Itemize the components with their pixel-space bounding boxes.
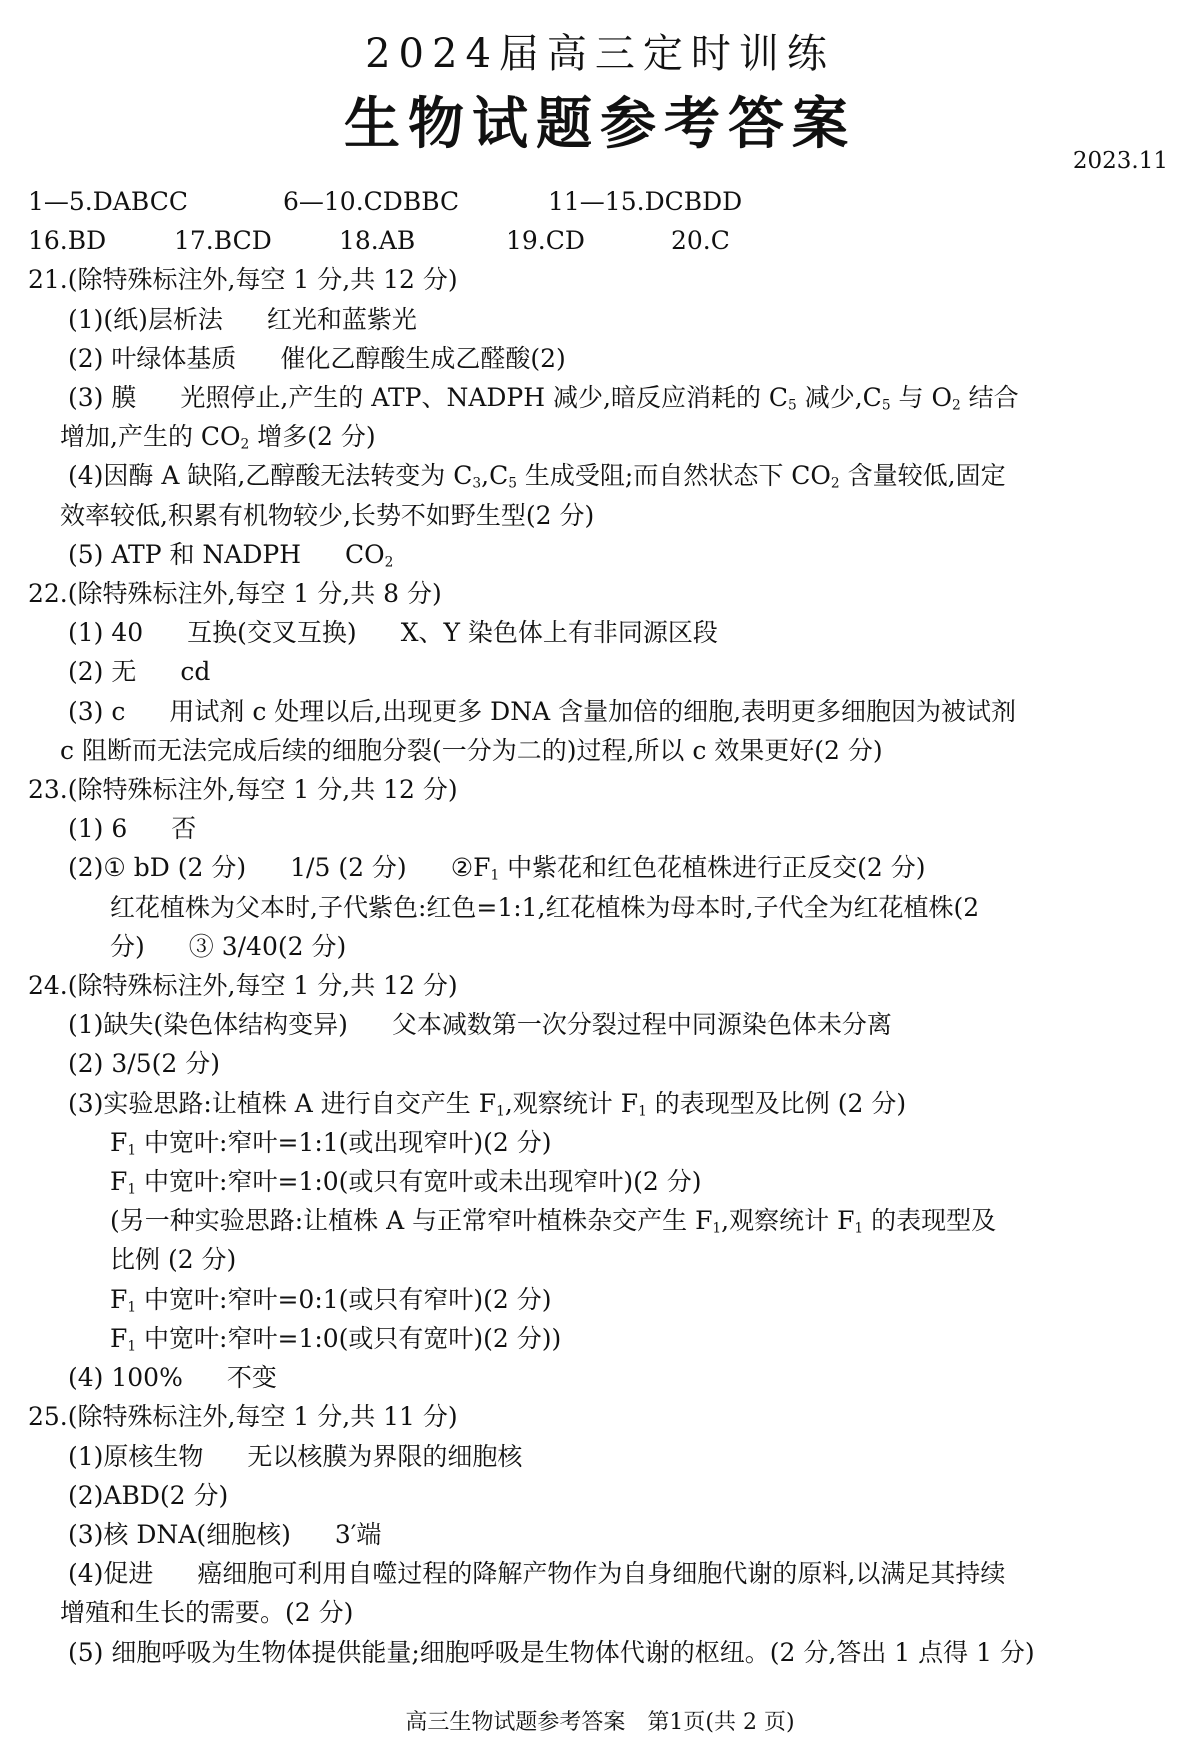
choice-answer: 18.AB bbox=[339, 226, 416, 256]
q24-part-4 bbox=[28, 1358, 1178, 1397]
answer-text: ,观察统计 F bbox=[721, 1206, 855, 1236]
q22-part-3 bbox=[28, 692, 1178, 731]
subscript: 3 bbox=[472, 475, 482, 492]
answer-text: 的表现型及 bbox=[863, 1206, 997, 1236]
answer-text: 光照停止,产生的 ATP、NADPH 减少,暗反应消耗的 C bbox=[180, 383, 789, 413]
answer-text: cd bbox=[180, 657, 211, 687]
answer-text: 效率较低,积累有机物较少,长势不如野生型(2 分) bbox=[60, 500, 595, 530]
page-title: 生物试题参考答案 bbox=[344, 92, 856, 157]
answer-text: (4) 100% bbox=[68, 1363, 183, 1393]
answer-text: (3) c bbox=[68, 696, 126, 726]
q25-title: 25.(除特殊标注外,每空 1 分,共 11 分) bbox=[28, 1402, 458, 1432]
answer-text: 减少,C bbox=[796, 383, 882, 413]
answer-text: 用试剂 c 处理以后,出现更多 DNA 含量加倍的细胞,表明更多细胞因为被试剂 bbox=[169, 696, 1017, 726]
answer-text: (4)促进 bbox=[68, 1559, 154, 1589]
q25-part-4-cont bbox=[28, 1593, 1178, 1632]
answer-text: (2) 无 bbox=[68, 657, 137, 687]
answer-text: 3′端 bbox=[334, 1519, 382, 1549]
answer-text: 父本减数第一次分裂过程中同源染色体未分离 bbox=[391, 1010, 892, 1040]
q24-part-3-result-3 bbox=[28, 1280, 1178, 1319]
choice-answer: 17.BCD bbox=[174, 226, 272, 256]
answer-text: 结合 bbox=[960, 383, 1019, 413]
q21-part-4 bbox=[28, 456, 1178, 495]
answer-text: 分) bbox=[110, 931, 145, 961]
q22-part-1 bbox=[28, 613, 1178, 652]
q21-title: 21.(除特殊标注外,每空 1 分,共 12 分) bbox=[28, 265, 458, 295]
subscript: 5 bbox=[508, 475, 517, 492]
answer-text: F bbox=[110, 1284, 128, 1314]
answer-text: 催化乙醇酸生成乙醛酸(2) bbox=[280, 343, 566, 373]
answer-text: 互换(交叉互换) bbox=[187, 618, 357, 648]
answer-text: 中紫花和红色花植株进行正反交(2 分) bbox=[499, 853, 926, 883]
q24-part-3-result-4 bbox=[28, 1319, 1178, 1358]
q24-part-3-alt-cont bbox=[28, 1240, 1178, 1279]
answer-text: 增多(2 分) bbox=[249, 422, 376, 452]
choice-answer: 20.C bbox=[671, 226, 730, 256]
q22-title: 22.(除特殊标注外,每空 1 分,共 8 分) bbox=[28, 579, 442, 609]
subscript: 1 bbox=[490, 867, 500, 884]
subscript: 5 bbox=[881, 397, 891, 414]
answer-content bbox=[28, 182, 1178, 1672]
answer-text: 无以核膜为界限的细胞核 bbox=[247, 1441, 523, 1471]
answer-text: (2) 叶绿体基质 bbox=[68, 343, 237, 373]
q23-part-1 bbox=[28, 809, 1178, 848]
exam-subtitle: 2024届高三定时训练 bbox=[365, 31, 835, 77]
subscript: 1 bbox=[127, 1181, 137, 1198]
q23-part-2 bbox=[28, 848, 1178, 887]
q25-part-2: (2)ABD(2 分) bbox=[68, 1480, 229, 1510]
choice-answer: 16.BD bbox=[28, 226, 107, 256]
answer-text: (2)① bD (2 分) bbox=[68, 853, 247, 883]
subscript: 2 bbox=[830, 475, 840, 492]
answer-text: (1)原核生物 bbox=[68, 1441, 204, 1471]
subscript: 1 bbox=[712, 1220, 722, 1237]
q24-title: 24.(除特殊标注外,每空 1 分,共 12 分) bbox=[28, 971, 458, 1001]
subscript: 2 bbox=[240, 436, 250, 453]
subscript: 1 bbox=[127, 1142, 137, 1159]
answer-text: 中宽叶:窄叶=1:0(或只有宽叶或未出现窄叶)(2 分) bbox=[136, 1167, 702, 1197]
answer-text: (1)缺失(染色体结构变异) bbox=[68, 1010, 348, 1040]
answer-text: (4)因酶 A 缺陷,乙醇酸无法转变为 C bbox=[68, 461, 473, 491]
q21-part-1 bbox=[28, 300, 1178, 339]
choice-answer: 6—10.CDBBC bbox=[283, 187, 460, 216]
answer-text: 1/5 (2 分) bbox=[290, 853, 407, 883]
answer-text: (5) ATP 和 NADPH bbox=[68, 539, 302, 569]
subscript: 2 bbox=[951, 397, 961, 414]
subscript: 1 bbox=[638, 1103, 647, 1120]
page-footer: 高三生物试题参考答案 第1页(共 2 页) bbox=[405, 1710, 795, 1735]
answer-text: F bbox=[110, 1127, 128, 1157]
subscript: 1 bbox=[127, 1299, 137, 1316]
answer-text: 增加,产生的 CO bbox=[60, 422, 241, 452]
answer-text: (1) 40 bbox=[68, 618, 144, 648]
answer-text: 的表现型及比例 (2 分) bbox=[646, 1088, 907, 1118]
answer-text: 癌细胞可利用自噬过程的降解产物作为自身细胞代谢的原料,以满足其持续 bbox=[197, 1559, 1006, 1589]
q23-part-2-line-3 bbox=[28, 927, 1178, 966]
q21-part-3 bbox=[28, 378, 1178, 417]
exam-date: 2023.11 bbox=[1072, 148, 1168, 174]
choice-answer: 1—5.DABCC bbox=[28, 187, 188, 216]
answer-text: (3)核 DNA(细胞核) bbox=[68, 1519, 291, 1549]
q24-part-3 bbox=[28, 1084, 1178, 1123]
answer-text: 比例 (2 分) bbox=[110, 1245, 237, 1275]
q22-part-3-cont bbox=[28, 731, 1178, 770]
answer-text: (1)(纸)层析法 bbox=[68, 304, 223, 334]
answer-text: 否 bbox=[171, 814, 197, 844]
q23-title: 23.(除特殊标注外,每空 1 分,共 12 分) bbox=[28, 775, 458, 805]
q21-part-3-cont bbox=[28, 417, 1178, 456]
answer-text: (3) 膜 bbox=[68, 383, 137, 413]
q24-part-3-alt bbox=[28, 1201, 1178, 1240]
answer-text: 不变 bbox=[226, 1363, 277, 1393]
answer-text: ,C bbox=[481, 461, 509, 491]
choice-answers-row-2 bbox=[28, 221, 1178, 260]
answer-text: 中宽叶:窄叶=0:1(或只有窄叶)(2 分) bbox=[136, 1284, 552, 1314]
subscript: 2 bbox=[384, 554, 394, 571]
answer-text: F bbox=[110, 1167, 128, 1197]
q25-part-1 bbox=[28, 1437, 1178, 1476]
answer-text: 增殖和生长的需要。(2 分) bbox=[60, 1598, 354, 1628]
answer-text: (1) 6 bbox=[68, 814, 128, 844]
answer-text: F bbox=[110, 1323, 128, 1353]
q24-part-3-result-1 bbox=[28, 1123, 1178, 1162]
answer-text: 中宽叶:窄叶=1:0(或只有宽叶)(2 分)) bbox=[136, 1323, 562, 1353]
subscript: 5 bbox=[788, 397, 797, 414]
q25-part-4 bbox=[28, 1554, 1178, 1593]
q24-part-1 bbox=[28, 1005, 1178, 1044]
answer-text: CO bbox=[345, 539, 385, 569]
answer-text: 红光和蓝紫光 bbox=[266, 304, 417, 334]
answer-text: (3)实验思路:让植株 A 进行自交产生 F bbox=[68, 1088, 497, 1118]
q24-part-2: (2) 3/5(2 分) bbox=[68, 1049, 220, 1079]
subscript: 1 bbox=[496, 1103, 505, 1120]
q21-part-5 bbox=[28, 535, 1178, 574]
choice-answers-row-1 bbox=[28, 182, 1178, 221]
q21-part-4-cont bbox=[28, 496, 1178, 535]
answer-text: ,观察统计 F bbox=[504, 1088, 639, 1118]
answer-text: 含量较低,固定 bbox=[839, 461, 1006, 491]
answer-text: 与 O bbox=[890, 383, 952, 413]
q21-part-2 bbox=[28, 339, 1178, 378]
subscript: 1 bbox=[854, 1220, 864, 1237]
q23-part-2-line-2 bbox=[28, 888, 1178, 927]
choice-answer: 11—15.DCBDD bbox=[548, 187, 743, 216]
answer-text: 中宽叶:窄叶=1:1(或出现窄叶)(2 分) bbox=[136, 1127, 552, 1157]
answer-text: X、Y 染色体上有非同源区段 bbox=[400, 618, 718, 648]
answer-text: ②F bbox=[450, 853, 491, 883]
subscript: 1 bbox=[127, 1338, 137, 1355]
answer-text: (另一种实验思路:让植株 A 与正常窄叶植株杂交产生 F bbox=[110, 1206, 713, 1236]
answer-text: ③ 3/40(2 分) bbox=[188, 931, 347, 961]
answer-text: c 阻断而无法完成后续的细胞分裂(一分为二的)过程,所以 c 效果更好(2 分) bbox=[60, 735, 883, 765]
choice-answer: 19.CD bbox=[506, 226, 585, 256]
q22-part-2 bbox=[28, 652, 1178, 691]
answer-text: 红花植株为父本时,子代紫色:红色=1:1,红花植株为母本时,子代全为红花植株(2 bbox=[110, 892, 980, 922]
q24-part-3-result-2 bbox=[28, 1162, 1178, 1201]
answer-text: 生成受阻;而自然状态下 CO bbox=[516, 461, 831, 491]
q25-part-3 bbox=[28, 1515, 1178, 1554]
q25-part-5: (5) 细胞呼吸为生物体提供能量;细胞呼吸是生物体代谢的枢纽。(2 分,答出 1 点得 1 分) bbox=[68, 1637, 1035, 1667]
